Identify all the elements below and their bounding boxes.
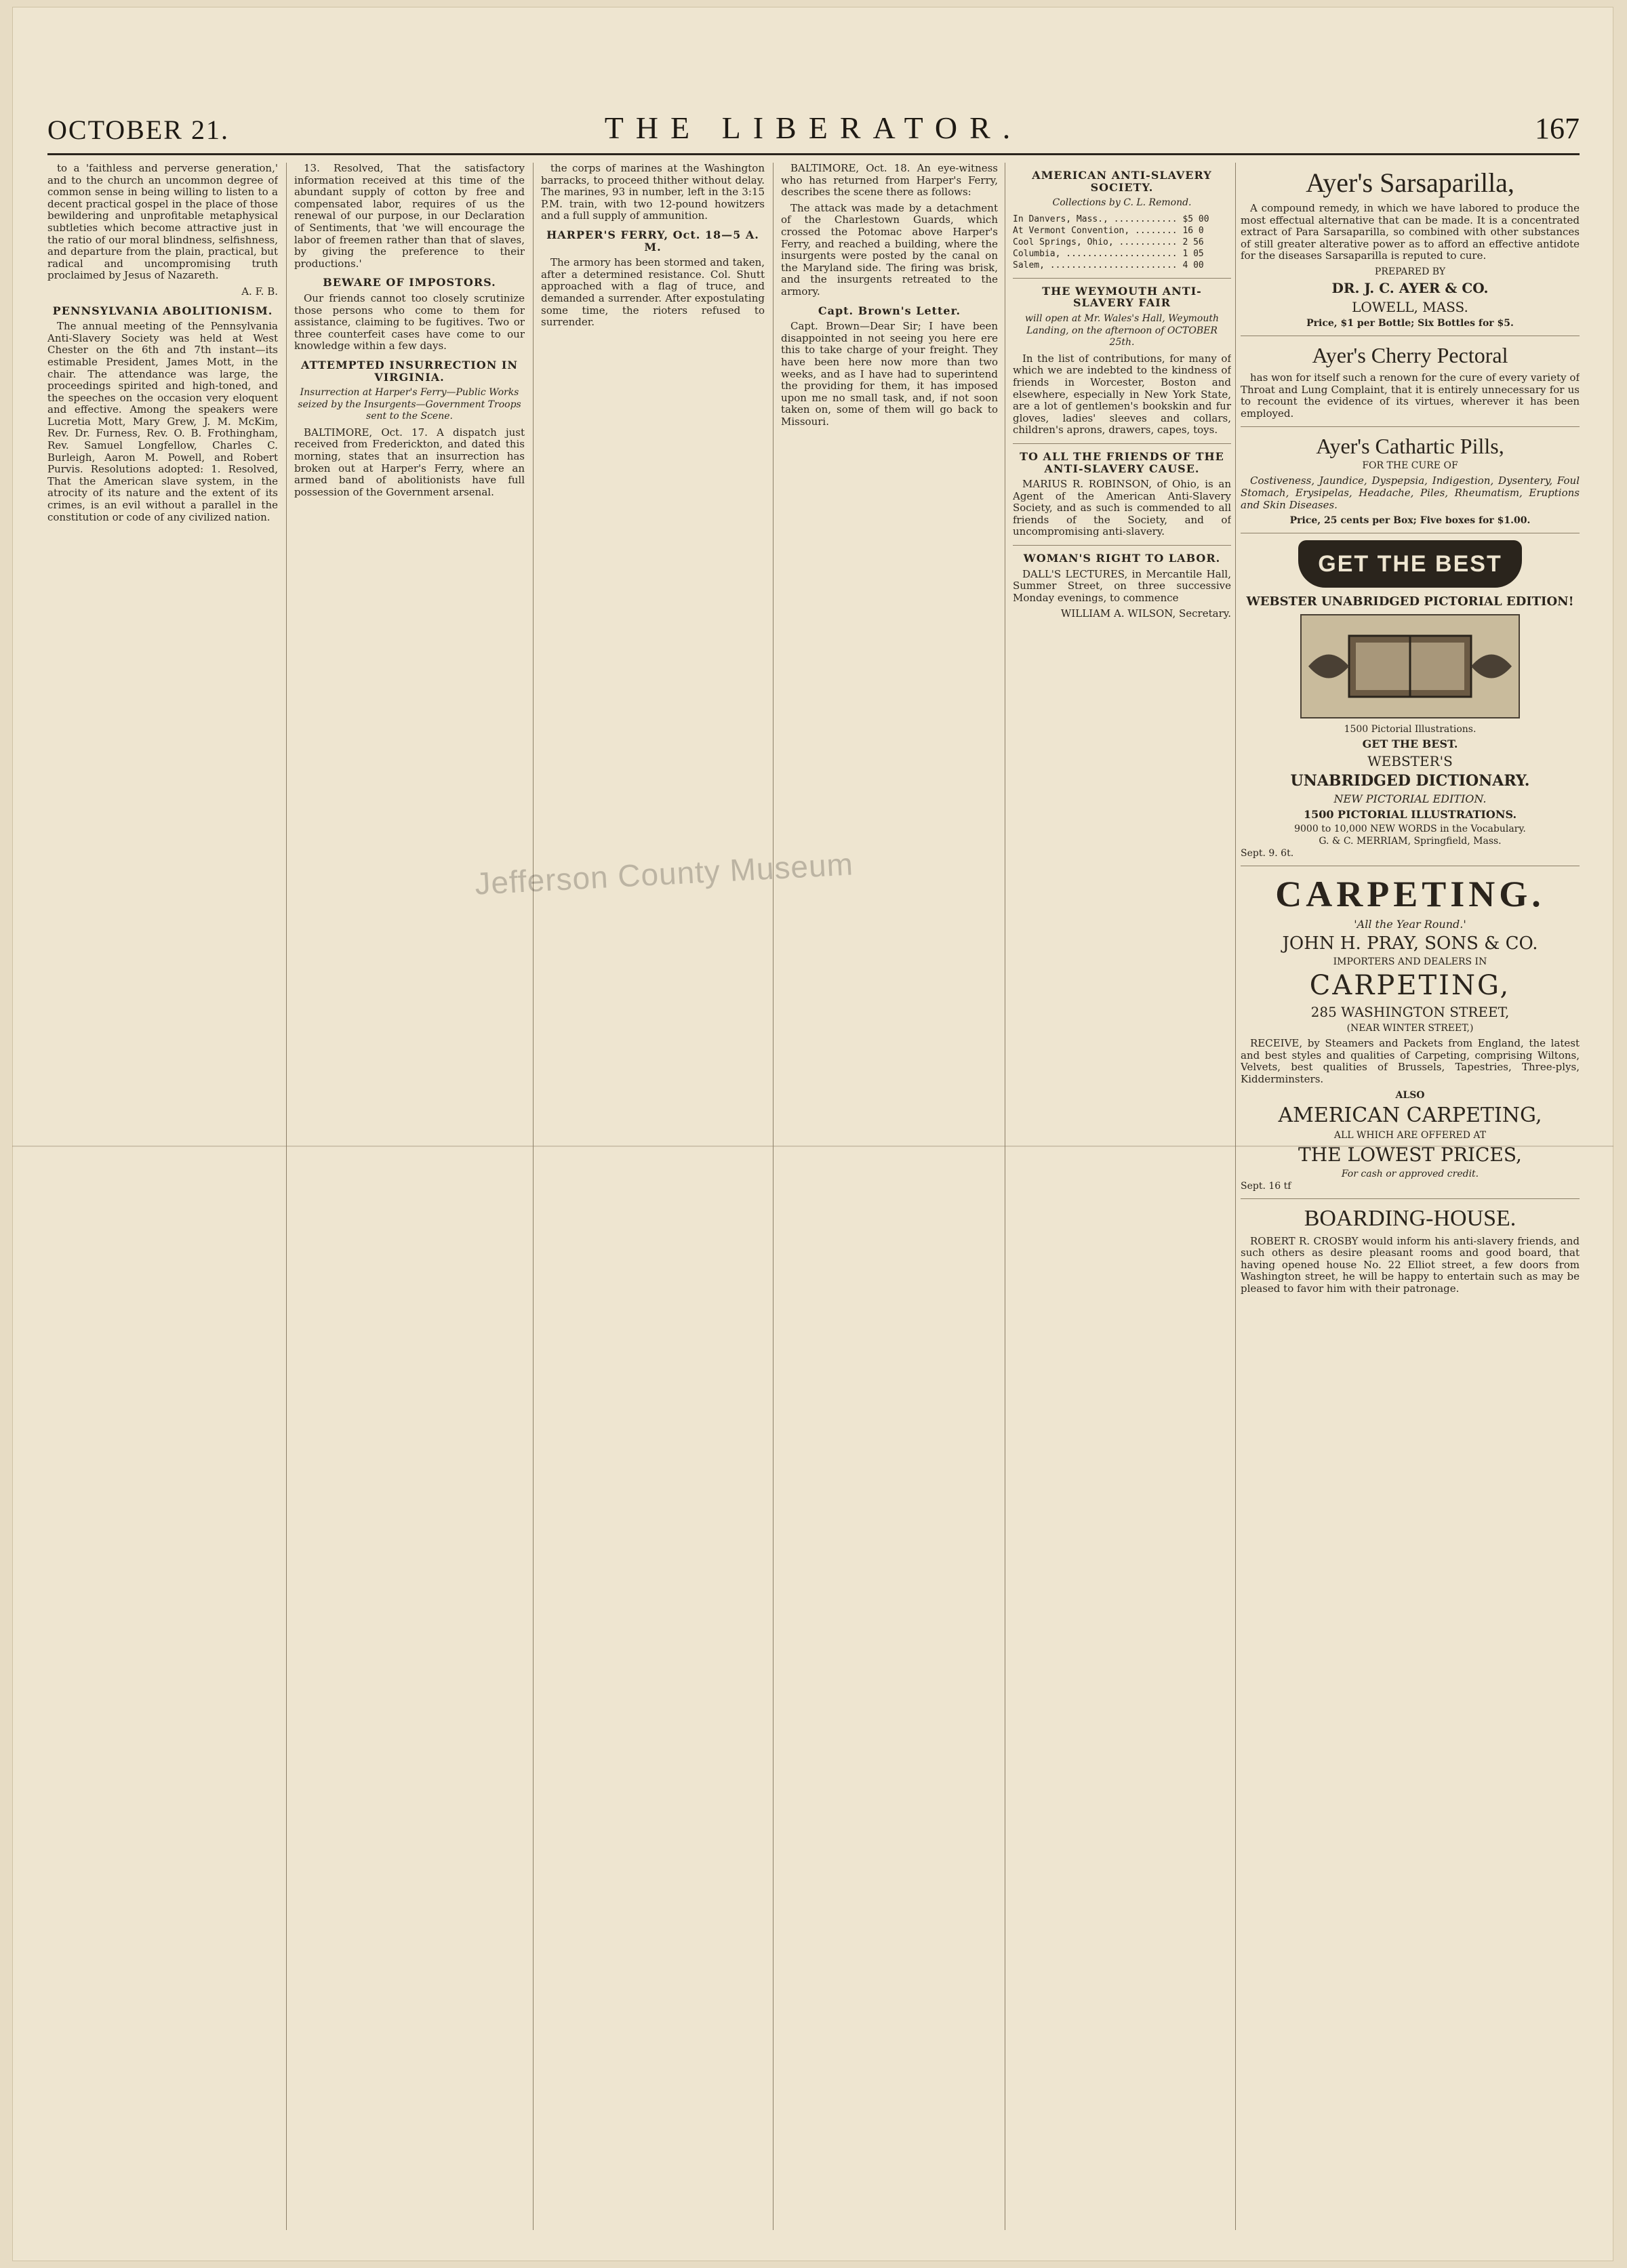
article-text: BALTIMORE, Oct. 18. An eye-witness who has returned from Harper's Ferry, describes the scene there as follows: bbox=[781, 163, 998, 199]
cathartic-pills-ad bbox=[1241, 434, 1580, 526]
article-text: to a 'faithless and perverse generation,' and to the church an uncommon degree of common sense in being willing to listen to a decent practical gospel in the place of those bewildering and unprofitable metaphysical subtleties which become attractive just in the ratio of our moral blindness, selfishness, and departure from the plain, practical, but radical and uncompromising truth proclaimed by Jesus of Nazareth. bbox=[47, 163, 278, 282]
ad-tagline: GET THE BEST. bbox=[1362, 737, 1458, 751]
masthead-rule bbox=[47, 153, 1580, 155]
ad-prepared: PREPARED BY bbox=[1374, 266, 1446, 277]
column-1 bbox=[47, 163, 278, 2230]
article-heading: ATTEMPTED INSURRECTION IN VIRGINIA. bbox=[300, 358, 519, 384]
ad-pictorial: 1500 PICTORIAL ILLUSTRATIONS. bbox=[1303, 808, 1517, 822]
ad-tagline: 'All the Year Round.' bbox=[1354, 918, 1466, 931]
ad-importers: IMPORTERS AND DEALERS IN bbox=[1333, 956, 1487, 968]
collection-row: Salem, ........................ 4 00 bbox=[1013, 260, 1204, 270]
article-text: The attack was made by a detachment of the Charlestown Guards, which crossed the Potomac above Harper's Ferry, and reached a building, where the insurgents were posted by the canal on the Maryland side. The firing was brisk, and the insurgents retreated to the armory. bbox=[781, 201, 998, 298]
signature: WILLIAM A. WILSON, Secretary. bbox=[1060, 607, 1231, 620]
ad-publisher: G. & C. MERRIAM, Springfield, Mass. bbox=[1319, 836, 1502, 847]
ad-words: 9000 to 10,000 NEW WORDS in the Vocabulary. bbox=[1294, 824, 1526, 835]
ad-banner: GET THE BEST bbox=[1298, 540, 1522, 588]
notice-subheading: Collections by C. L. Remond. bbox=[1052, 197, 1192, 209]
ad-address: 285 WASHINGTON STREET, bbox=[1310, 1004, 1510, 1021]
divider bbox=[1013, 278, 1231, 279]
notice-text: DALL'S LECTURES, in Mercantile Hall, Summer Street, on three successive Monday evenings, to commence bbox=[1013, 567, 1231, 604]
masthead bbox=[47, 102, 1580, 149]
article-text: BALTIMORE, Oct. 17. A dispatch just received from Frederickton, and dated this morning, states that an insurrection has broken out at Harper's Ferry, where an armed band of abolitionists have full possession of the Government arsenal. bbox=[294, 426, 525, 498]
article-heading: BEWARE OF IMPOSTORS. bbox=[323, 276, 496, 289]
divider bbox=[1013, 443, 1231, 444]
ad-maker: DR. J. C. AYER & CO. bbox=[1331, 279, 1489, 296]
notice-text: MARIUS R. ROBINSON, of Ohio, is an Agent of the American Anti-Slavery Society, and as such is commended to all friends of the Society, and of uncompromising anti-slavery. bbox=[1013, 478, 1231, 538]
ad-subtitle: WEBSTER UNABRIDGED PICTORIAL EDITION! bbox=[1246, 594, 1574, 609]
ad-date: Sept. 16 tf bbox=[1241, 1180, 1291, 1192]
notice-heading: THE WEYMOUTH ANTI-SLAVERY FAIR bbox=[1042, 284, 1202, 310]
ad-near: (NEAR WINTER STREET,) bbox=[1346, 1023, 1474, 1034]
sarsaparilla-ad bbox=[1241, 167, 1580, 329]
column-divider bbox=[286, 163, 287, 2230]
ad-text: Costiveness, Jaundice, Dyspepsia, Indigestion, Dysentery, Foul Stomach, Erysipelas, Headache, Piles, Rheumatism, Eruptions and Skin Diseases. bbox=[1241, 474, 1580, 511]
ad-date: Sept. 9. 6t. bbox=[1241, 848, 1294, 859]
column-5 bbox=[1013, 163, 1231, 2230]
article-heading: Capt. Brown's Letter. bbox=[818, 304, 961, 317]
collections-list bbox=[1013, 214, 1231, 271]
ad-title: Ayer's Cathartic Pills, bbox=[1316, 434, 1504, 459]
ad-text: has won for itself such a renown for the cure of every variety of Throat and Lung Complaint, that it is entirely unnecessary for us to recount the evidence of its virtues, wherever it has been employed. bbox=[1241, 371, 1580, 420]
ad-name: WEBSTER'S bbox=[1367, 753, 1453, 770]
article-text: Capt. Brown—Dear Sir; I have been disappointed in not seeing you here ere this to take charge of your freight. They have been here now more than two weeks, and as I have had to superintend the providing for them, it has imposed upon me no small task, and, if not soon taken on, some of them will go back to Missouri. bbox=[781, 320, 998, 428]
article-text: The annual meeting of the Pennsylvania Anti-Slavery Society was held at West Chester on the 6th and 7th instant—its estimable President, James Mott, in the chair. The attendance was large, the proceedings spirited and high-toned, and the speeches on the occasion very eloquent and effective. Among the speakers were Lucretia Mott, Mary Grew, J. M. McKim, Rev. Dr. Furness, Rev. O. B. Frothingham, Rev. Samuel Longfellow, Charles C. Burleigh, Aaron M. Powell, and Robert Purvis. Resolutions adopted: 1. Resolved, That the American slave system, in the atrocity of its nature and the extent of its crimes, is an evil without a parallel in the constitution or code of any civilized nation. bbox=[47, 320, 278, 523]
article-heading: HARPER'S FERRY, Oct. 18—5 A. M. bbox=[546, 228, 759, 254]
article-subheading: Insurrection at Harper's Ferry—Public Works seized by the Insurgents—Government Troops sent to the Scene. bbox=[298, 387, 521, 422]
column-divider bbox=[1235, 163, 1236, 2230]
notice-heading: AMERICAN ANTI-SLAVERY SOCIETY. bbox=[1032, 169, 1212, 194]
issue-date: OCTOBER 21. bbox=[47, 115, 229, 145]
page-number: 167 bbox=[1535, 112, 1580, 145]
ad-carpeting: CARPETING, bbox=[1309, 970, 1511, 1002]
column-2 bbox=[294, 163, 525, 2230]
ad-title: Ayer's Sarsaparilla, bbox=[1306, 167, 1514, 198]
ad-lowest: THE LOWEST PRICES, bbox=[1298, 1143, 1522, 1166]
ad-edition: NEW PICTORIAL EDITION. bbox=[1333, 792, 1487, 806]
cherry-pectoral-ad bbox=[1241, 343, 1580, 420]
column-divider bbox=[533, 163, 534, 2230]
notice-subheading: will open at Mr. Wales's Hall, Weymouth Landing, on the afternoon of OCTOBER 25th. bbox=[1025, 312, 1219, 348]
ad-city: LOWELL, MASS. bbox=[1352, 298, 1468, 315]
ad-title: BOARDING-HOUSE. bbox=[1304, 1205, 1516, 1231]
carpeting-ad bbox=[1241, 873, 1580, 1191]
article-text: The armory has been stormed and taken, after a determined resistance. Col. Shutt approached with a flag of truce, and demanded a surrender. After expostulating some time, the rioters refused to surrender. bbox=[541, 256, 765, 329]
notice-heading: TO ALL THE FRIENDS OF THE ANTI-SLAVERY CAUSE. bbox=[1020, 449, 1224, 475]
ad-price: Price, 25 cents per Box; Five boxes for $1.00. bbox=[1289, 515, 1531, 527]
advertisements-column bbox=[1241, 163, 1580, 2230]
museum-watermark: Jefferson County Museum bbox=[474, 846, 855, 902]
collection-row: At Vermont Convention, ........ 16 0 bbox=[1013, 225, 1204, 236]
article-text: Our friends cannot too closely scrutinize those persons who come to them for assistance, claiming to be fugitives. Two or three counterfeit cases have come to our knowledge within a few days. bbox=[294, 291, 525, 352]
article-text: the corps of marines at the Washington barracks, to proceed thither without delay. The marines, 93 in number, left in the 3:15 P.M. train, with two 12-pound howitzers and a full supply of ammunition. bbox=[541, 163, 765, 222]
article-heading: PENNSYLVANIA ABOLITIONISM. bbox=[52, 304, 273, 317]
ad-terms: For cash or approved credit. bbox=[1341, 1168, 1479, 1179]
webster-dictionary-ad bbox=[1241, 540, 1580, 859]
collection-row: Cool Springs, Ohio, ........... 2 56 bbox=[1013, 237, 1204, 247]
dictionary-illustration bbox=[1300, 614, 1520, 718]
ad-price: Price, $1 per Bottle; Six Bottles for $5. bbox=[1306, 317, 1514, 329]
ad-subtitle: FOR THE CURE OF bbox=[1362, 460, 1458, 472]
signature: A. F. B. bbox=[241, 285, 278, 298]
article-text: 13. Resolved, That the satisfactory information received at this time of the abundant supply of cotton by free and compensated labor, requires of us the renewal of our purpose, in our Declaration of Sentiments, that 'we will encourage the labor of freemen rather than that of slaves, by giving the preference to their productions.' bbox=[294, 163, 525, 270]
ad-title: CARPETING. bbox=[1275, 874, 1545, 915]
divider bbox=[1013, 545, 1231, 546]
ad-title: Ayer's Cherry Pectoral bbox=[1312, 342, 1508, 367]
collection-row: In Danvers, Mass., ............ $5 00 bbox=[1013, 214, 1209, 224]
ad-firm: JOHN H. PRAY, SONS & CO. bbox=[1282, 933, 1538, 954]
column-4 bbox=[781, 163, 998, 2230]
collection-row: Columbia, ..................... 1 05 bbox=[1013, 248, 1204, 259]
ad-text: RECEIVE, by Steamers and Packets from England, the latest and best styles and qualities of Carpeting, comprising Wiltons, Velvets, best qualities of Brussels, Tapestries, Three-plys, Kidderminsters. bbox=[1241, 1037, 1580, 1085]
column-3 bbox=[541, 163, 765, 2230]
notice-heading: WOMAN'S RIGHT TO LABOR. bbox=[1023, 552, 1221, 565]
divider bbox=[1241, 1198, 1580, 1199]
divider bbox=[1241, 426, 1580, 427]
ad-also: ALSO bbox=[1395, 1089, 1425, 1101]
ad-illustrations: 1500 Pictorial Illustrations. bbox=[1344, 724, 1477, 735]
ad-text: A compound remedy, in which we have labored to produce the most effectual alternative that can be made. It is a concentrated extract of Para Sarsaparilla, so combined with other substances of still greater alterative power as to afford an effective antidote for the diseases Sarsaparilla is reputed to cure. bbox=[1241, 202, 1580, 262]
notice-text: In the list of contributions, for many of which we are indebted to the kindness of friends in Worcester, Boston and elsewhere, especially in New York State, are a lot of gentlemen's bookskin and fur gloves, ladies' sleeves and collars, children's aprons, drawers, capes, toys. bbox=[1013, 352, 1231, 437]
book-icon bbox=[1302, 615, 1519, 717]
ad-offered: ALL WHICH ARE OFFERED AT bbox=[1333, 1129, 1487, 1141]
boarding-house-ad bbox=[1241, 1206, 1580, 1295]
newspaper-title: THE LIBERATOR. bbox=[604, 110, 1023, 145]
ad-dictionary: UNABRIDGED DICTIONARY. bbox=[1290, 772, 1530, 790]
column-divider bbox=[773, 163, 774, 2230]
ad-text: ROBERT R. CROSBY would inform his anti-slavery friends, and such others as desire pleasant rooms and good board, that having opened house No. 22 Elliot street, a few doors from Washington street, he will be happy to entertain such as may be pleased to favor him with their patronage. bbox=[1241, 1234, 1580, 1295]
ad-american: AMERICAN CARPETING, bbox=[1278, 1103, 1542, 1127]
